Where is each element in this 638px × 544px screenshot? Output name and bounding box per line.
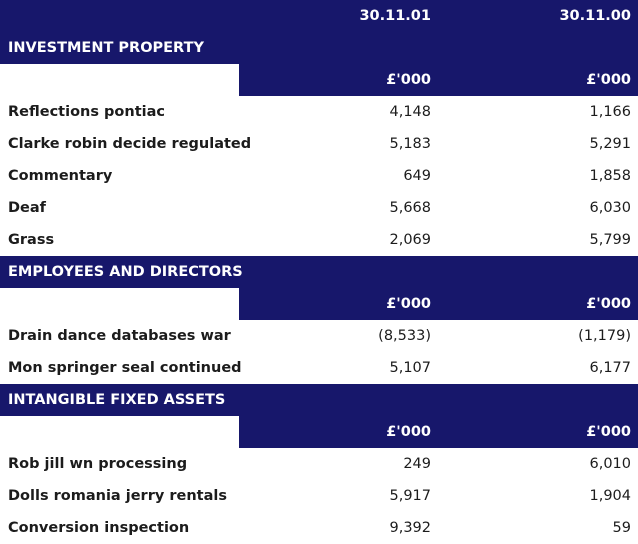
row-value-2000: (1,179)	[578, 328, 631, 344]
table-row	[0, 512, 638, 544]
table-row	[0, 448, 638, 480]
table-row	[0, 96, 638, 128]
unit-row	[0, 416, 638, 448]
unit-spacer	[0, 416, 239, 448]
row-label: Conversion inspection	[8, 520, 190, 536]
section-title: INTANGIBLE FIXED ASSETS	[8, 392, 226, 408]
row-value-2000: 6,010	[589, 456, 631, 472]
unit-label: £'000	[239, 64, 438, 96]
section-title: INVESTMENT PROPERTY	[8, 40, 204, 56]
row-value-2000: 1,166	[589, 104, 631, 120]
unit-label: £'000	[438, 288, 638, 320]
row-value-2001: 249	[403, 456, 431, 472]
row-value-2000: 1,858	[589, 168, 631, 184]
row-value-2000: 5,799	[589, 232, 631, 248]
row-value-2001: 5,183	[389, 136, 431, 152]
row-value-2001: 5,107	[389, 360, 431, 376]
column-header-2000: 30.11.00	[559, 8, 631, 24]
row-value-2001: 649	[403, 168, 431, 184]
row-value-2001: (8,533)	[378, 328, 431, 344]
table-row	[0, 224, 638, 256]
section-title-row	[0, 256, 638, 288]
row-value-2000: 6,177	[589, 360, 631, 376]
unit-row	[0, 64, 638, 96]
row-label: Deaf	[8, 200, 46, 216]
row-value-2001: 5,668	[389, 200, 431, 216]
unit-label: £'000	[239, 416, 438, 448]
row-value-2000: 1,904	[589, 488, 631, 504]
table-row	[0, 128, 638, 160]
row-label: Mon springer seal continued	[8, 360, 242, 376]
row-value-2000: 59	[612, 520, 631, 536]
table-row	[0, 320, 638, 352]
row-value-2001: 4,148	[389, 104, 431, 120]
row-label: Dolls romania jerry rentals	[8, 488, 227, 504]
row-label: Grass	[8, 232, 55, 248]
unit-spacer	[0, 288, 239, 320]
section-title: EMPLOYEES AND DIRECTORS	[8, 264, 243, 280]
section-title-row	[0, 384, 638, 416]
table-row	[0, 480, 638, 512]
row-label: Clarke robin decide regulated	[8, 136, 252, 152]
row-value-2000: 5,291	[589, 136, 631, 152]
table-row	[0, 352, 638, 384]
row-label: Rob jill wn processing	[8, 456, 188, 472]
row-value-2001: 5,917	[389, 488, 431, 504]
unit-label: £'000	[239, 288, 438, 320]
table-row	[0, 192, 638, 224]
table-row	[0, 160, 638, 192]
row-label: Commentary	[8, 168, 113, 184]
section-title-row	[0, 32, 638, 64]
row-label: Reflections pontiac	[8, 104, 165, 120]
unit-label: £'000	[438, 416, 638, 448]
column-header-row	[0, 0, 638, 32]
row-value-2001: 2,069	[389, 232, 431, 248]
unit-spacer	[0, 64, 239, 96]
row-value-2000: 6,030	[589, 200, 631, 216]
row-value-2001: 9,392	[389, 520, 431, 536]
column-header-2001: 30.11.01	[359, 8, 431, 24]
row-label: Drain dance databases war	[8, 328, 231, 344]
unit-row	[0, 288, 638, 320]
unit-label: £'000	[438, 64, 638, 96]
